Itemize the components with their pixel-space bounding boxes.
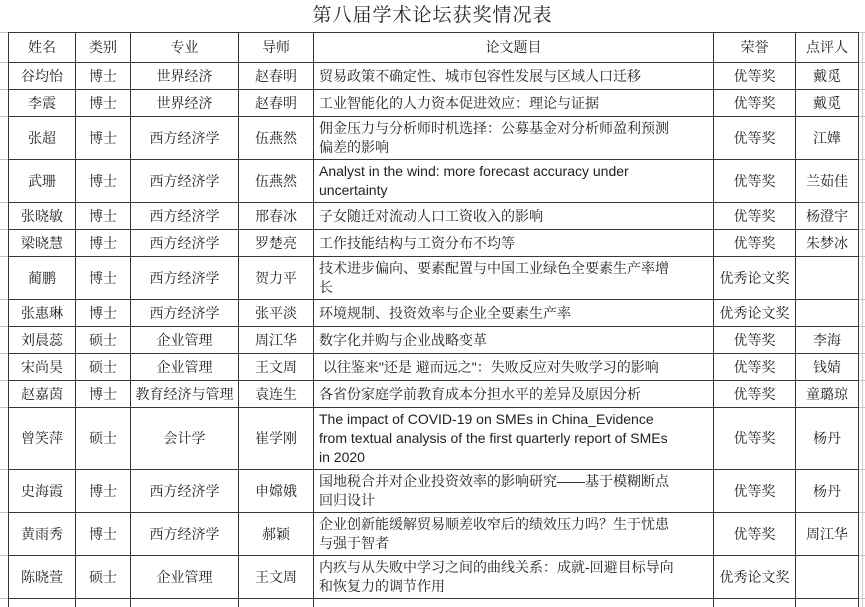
table-row: [9, 117, 859, 160]
table-row-partial: [9, 599, 859, 607]
header-row: [9, 33, 859, 63]
cell-category: 硕士: [76, 354, 131, 381]
cell-reviewer: 江嬅: [796, 117, 859, 160]
gridline-stub: [859, 62, 865, 63]
gridline-stub: [0, 62, 8, 63]
cell-category: 硕士: [76, 556, 131, 599]
table-row: [9, 160, 859, 203]
gridline-stub: [0, 159, 8, 160]
cell-honor: 优等奖: [714, 470, 796, 513]
table-row: [9, 90, 859, 117]
cell-name: 史海霞: [9, 470, 76, 513]
cell-paper-title: The impact of COVID-19 on SMEs in China_Evidence from textual analysis of the first quarterly report of SMEs in 2020: [314, 408, 714, 470]
cell-honor: 优等奖: [714, 230, 796, 257]
cell-major: 西方经济学: [131, 300, 239, 327]
cell-honor: 优秀论文奖: [714, 300, 796, 327]
gridline-stub: [0, 32, 8, 33]
gridline-stub: [0, 512, 8, 513]
table-row: [9, 230, 859, 257]
cell-advisor: 贺力平: [239, 257, 314, 300]
gridline-stub: [859, 159, 865, 160]
cell-major: 西方经济学: [131, 160, 239, 203]
cell-advisor: 王文周: [239, 354, 314, 381]
cell-name: 张惠琳: [9, 300, 76, 327]
cell-name: 赵嘉茵: [9, 381, 76, 408]
table-row: [9, 257, 859, 300]
cell-category: 博士: [76, 300, 131, 327]
table-row: [9, 327, 859, 354]
cell-paper-title: 工业智能化的人力资本促进效应：理论与证据: [314, 90, 714, 117]
table-row: [9, 63, 859, 90]
cell-honor: 优等奖: [714, 203, 796, 230]
cell-honor: 优等奖: [714, 354, 796, 381]
cell-reviewer: [796, 300, 859, 327]
column-header-3: 导师: [239, 33, 314, 63]
cell-category: 博士: [76, 160, 131, 203]
gridline-stub: [859, 116, 865, 117]
right-gridline: [862, 32, 863, 607]
cell-category: 博士: [76, 513, 131, 556]
cell-category: 博士: [76, 257, 131, 300]
cell-honor: 优等奖: [714, 408, 796, 470]
cell-empty: [9, 599, 76, 607]
table-row: [9, 381, 859, 408]
gridline-stub: [0, 555, 8, 556]
column-header-0: 姓名: [9, 33, 76, 63]
cell-reviewer: [796, 556, 859, 599]
gridline-stub: [0, 598, 8, 599]
gridline-stub: [0, 407, 8, 408]
cell-reviewer: 钱婧: [796, 354, 859, 381]
cell-major: 教育经济与管理: [131, 381, 239, 408]
cell-advisor: 周江华: [239, 327, 314, 354]
cell-major: 会计学: [131, 408, 239, 470]
cell-category: 博士: [76, 230, 131, 257]
cell-paper-title: 子女随迁对流动人口工资收入的影响: [314, 203, 714, 230]
cell-honor: 优秀论文奖: [714, 556, 796, 599]
cell-advisor: 邢春冰: [239, 203, 314, 230]
cell-major: 世界经济: [131, 90, 239, 117]
cell-honor: 优等奖: [714, 160, 796, 203]
table-row: [9, 203, 859, 230]
cell-empty: [76, 599, 131, 607]
cell-name: 谷均怡: [9, 63, 76, 90]
gridline-stub: [0, 202, 8, 203]
cell-major: 企业管理: [131, 327, 239, 354]
cell-advisor: 赵春明: [239, 63, 314, 90]
gridline-stub: [859, 229, 865, 230]
cell-advisor: 伍燕然: [239, 117, 314, 160]
cell-reviewer: 朱梦冰: [796, 230, 859, 257]
cell-paper-title: 企业创新能缓解贸易顺差收窄后的绩效压力吗？生于忧患与强于智者: [314, 513, 714, 556]
cell-paper-title: 技术进步偏向、要素配置与中国工业绿色全要素生产率增长: [314, 257, 714, 300]
cell-name: 宋尚昊: [9, 354, 76, 381]
cell-paper-title: 数字化并购与企业战略变革: [314, 327, 714, 354]
cell-paper-title: 以往鉴来"还是 避而远之"：失败反应对失败学习的影响: [314, 354, 714, 381]
cell-advisor: 崔学刚: [239, 408, 314, 470]
table-row: [9, 300, 859, 327]
cell-empty: [314, 599, 714, 607]
cell-name: 刘晨蕊: [9, 327, 76, 354]
cell-advisor: 袁连生: [239, 381, 314, 408]
gridline-stub: [0, 229, 8, 230]
page-title: 第八届学术论坛获奖情况表: [312, 5, 553, 26]
table-row: [9, 354, 859, 381]
cell-name: 张超: [9, 117, 76, 160]
gridline-stub: [859, 380, 865, 381]
cell-honor: 优等奖: [714, 381, 796, 408]
cell-major: 西方经济学: [131, 513, 239, 556]
cell-reviewer: 兰茹佳: [796, 160, 859, 203]
cell-empty: [239, 599, 314, 607]
table-row: [9, 556, 859, 599]
cell-major: 西方经济学: [131, 230, 239, 257]
cell-major: 西方经济学: [131, 257, 239, 300]
cell-paper-title: Analyst in the wind: more forecast accuracy under uncertainty: [314, 160, 714, 203]
gridline-stub: [0, 299, 8, 300]
gridline-stub: [859, 89, 865, 90]
cell-major: 西方经济学: [131, 117, 239, 160]
cell-category: 硕士: [76, 327, 131, 354]
cell-honor: 优等奖: [714, 327, 796, 354]
cell-honor: 优等奖: [714, 117, 796, 160]
gridline-stub: [859, 469, 865, 470]
gridline-stub: [859, 202, 865, 203]
cell-paper-title: 环境规制、投资效率与企业全要素生产率: [314, 300, 714, 327]
cell-empty: [131, 599, 239, 607]
column-header-4: 论文题目: [314, 33, 714, 63]
cell-honor: 优秀论文奖: [714, 257, 796, 300]
gridline-stub: [859, 555, 865, 556]
cell-name: 黄雨秀: [9, 513, 76, 556]
table-row: [9, 408, 859, 470]
cell-name: 武珊: [9, 160, 76, 203]
cell-empty: [796, 599, 859, 607]
gridline-stub: [859, 256, 865, 257]
gridline-stub: [859, 32, 865, 33]
cell-advisor: 申嫦娥: [239, 470, 314, 513]
cell-advisor: 张平淡: [239, 300, 314, 327]
cell-name: 陈晓萱: [9, 556, 76, 599]
gridline-stub: [0, 89, 8, 90]
cell-category: 博士: [76, 203, 131, 230]
cell-honor: 优等奖: [714, 63, 796, 90]
column-header-2: 专业: [131, 33, 239, 63]
cell-reviewer: 李海: [796, 327, 859, 354]
cell-honor: 优等奖: [714, 513, 796, 556]
gridline-stub: [0, 116, 8, 117]
gridline-stub: [0, 353, 8, 354]
cell-advisor: 王文周: [239, 556, 314, 599]
cell-name: 张晓敏: [9, 203, 76, 230]
cell-major: 西方经济学: [131, 203, 239, 230]
cell-honor: 优等奖: [714, 90, 796, 117]
gridline-stub: [859, 326, 865, 327]
cell-major: 西方经济学: [131, 470, 239, 513]
cell-name: 李震: [9, 90, 76, 117]
gridline-stub: [0, 469, 8, 470]
award-table-body: [9, 63, 859, 607]
gridline-stub: [0, 380, 8, 381]
cell-name: 蔺鹏: [9, 257, 76, 300]
cell-reviewer: 童璐琼: [796, 381, 859, 408]
cell-category: 硕士: [76, 408, 131, 470]
column-header-5: 荣誉: [714, 33, 796, 63]
table-row: [9, 470, 859, 513]
cell-reviewer: 杨澄宇: [796, 203, 859, 230]
cell-paper-title: 各省份家庭学前教育成本分担水平的差异及原因分析: [314, 381, 714, 408]
cell-category: 博士: [76, 381, 131, 408]
cell-category: 博士: [76, 90, 131, 117]
cell-advisor: 伍燕然: [239, 160, 314, 203]
cell-empty: [714, 599, 796, 607]
cell-name: 曾笑萍: [9, 408, 76, 470]
cell-reviewer: [796, 257, 859, 300]
column-header-1: 类别: [76, 33, 131, 63]
cell-major: 企业管理: [131, 556, 239, 599]
cell-reviewer: 杨丹: [796, 408, 859, 470]
cell-advisor: 郝颖: [239, 513, 314, 556]
gridline-stub: [0, 326, 8, 327]
gridline-stub: [0, 256, 8, 257]
cell-category: 博士: [76, 470, 131, 513]
cell-advisor: 罗楚亮: [239, 230, 314, 257]
cell-major: 世界经济: [131, 63, 239, 90]
cell-reviewer: 戴觅: [796, 90, 859, 117]
gridline-stub: [859, 407, 865, 408]
table-row: [9, 513, 859, 556]
gridline-stub: [859, 299, 865, 300]
cell-major: 企业管理: [131, 354, 239, 381]
cell-paper-title: 内疚与从失败中学习之间的曲线关系：成就-回避目标导向和恢复力的调节作用: [314, 556, 714, 599]
cell-paper-title: 国地税合并对企业投资效率的影响研究——基于模糊断点回归设计: [314, 470, 714, 513]
cell-reviewer: 戴觅: [796, 63, 859, 90]
cell-reviewer: 周江华: [796, 513, 859, 556]
gridline-stub: [859, 598, 865, 599]
cell-paper-title: 工作技能结构与工资分布不均等: [314, 230, 714, 257]
cell-name: 梁晓慧: [9, 230, 76, 257]
award-table: [8, 32, 859, 607]
column-header-6: 点评人: [796, 33, 859, 63]
gridline-stub: [859, 512, 865, 513]
cell-advisor: 赵春明: [239, 90, 314, 117]
gridline-stub: [859, 353, 865, 354]
cell-paper-title: 贸易政策不确定性、城市包容性发展与区域人口迁移: [314, 63, 714, 90]
cell-category: 博士: [76, 63, 131, 90]
cell-paper-title: 佣金压力与分析师时机选择：公募基金对分析师盈利预测偏差的影响: [314, 117, 714, 160]
cell-category: 博士: [76, 117, 131, 160]
cell-reviewer: 杨丹: [796, 470, 859, 513]
